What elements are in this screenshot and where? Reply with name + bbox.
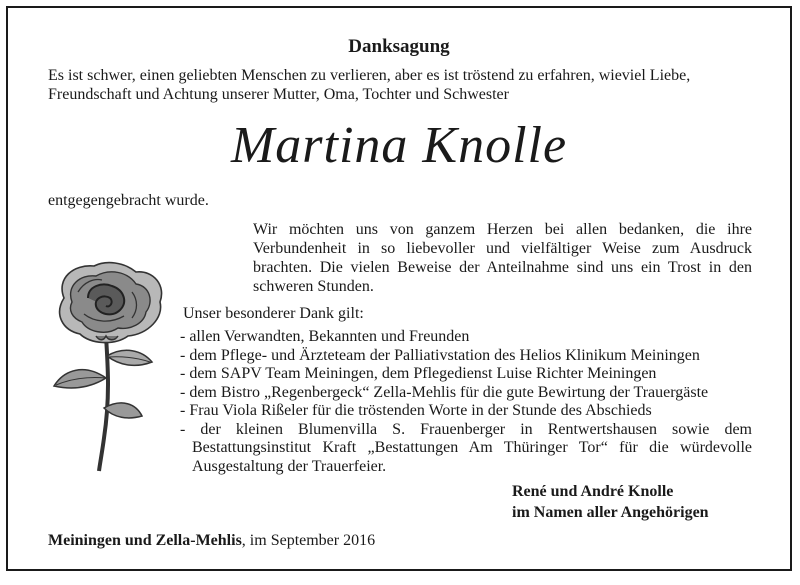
list-item: - dem SAPV Team Meiningen, dem Pflegedienst Luise Richter Meiningen <box>180 365 657 382</box>
signatory-note: im Namen aller Angehörigen <box>512 504 709 521</box>
place-date <box>48 532 375 550</box>
notice-date: , im September 2016 <box>241 532 376 549</box>
intro-text: Es ist schwer, einen geliebten Menschen zu verlieren, aber es ist tröstend zu erfahren, wieviel Liebe, Freundschaft und Achtung unserer Mutter, Oma, Tochter und Schwester <box>48 67 691 103</box>
list-item: - allen Verwandten, Bekannten und Freunden <box>180 328 470 345</box>
thanks-paragraph: Wir möchten uns von ganzem Herzen bei allen bedanken, die ihre Verbundenheit in so liebevoller und vielfältiger Weise zum Ausdruck brachten. Die vielen Beweise der Anteilnahme sind uns ein Trost in den schweren Stunden. <box>253 221 752 295</box>
special-thanks-label: Unser besonderer Dank gilt: <box>183 305 364 322</box>
obituary-card <box>6 6 792 571</box>
list-item: - Frau Viola Rißeler für die tröstenden Worte in der Stunde des Abschieds <box>180 402 652 419</box>
deceased-name: Martina Knolle <box>230 117 568 174</box>
special-thanks-list <box>180 328 752 476</box>
list-item: - dem Pflege- und Ärzteteam der Palliativstation des Helios Klinikum Meiningen <box>180 346 700 364</box>
list-item: - dem Bistro „Regenbergeck“ Zella-Mehlis für die gute Bewirtung der Trauergäste <box>180 383 709 401</box>
notice-title: Danksagung <box>348 36 450 57</box>
received-text: entgegengebracht wurde. <box>48 192 209 209</box>
signatory-names: René und André Knolle <box>512 483 674 500</box>
rose-icon <box>44 258 174 473</box>
place-location: Meiningen und Zella-Mehlis <box>48 532 242 549</box>
list-item: - der kleinen Blumenvilla S. Frauenberger in Rentwertshausen sowie dem Bestattungsinstitut Kraft „Bestattungen Am Thüringer Tor“ für die würdevolle Ausgestaltung der Trauerfeier. <box>180 420 752 475</box>
signatories <box>512 481 709 523</box>
